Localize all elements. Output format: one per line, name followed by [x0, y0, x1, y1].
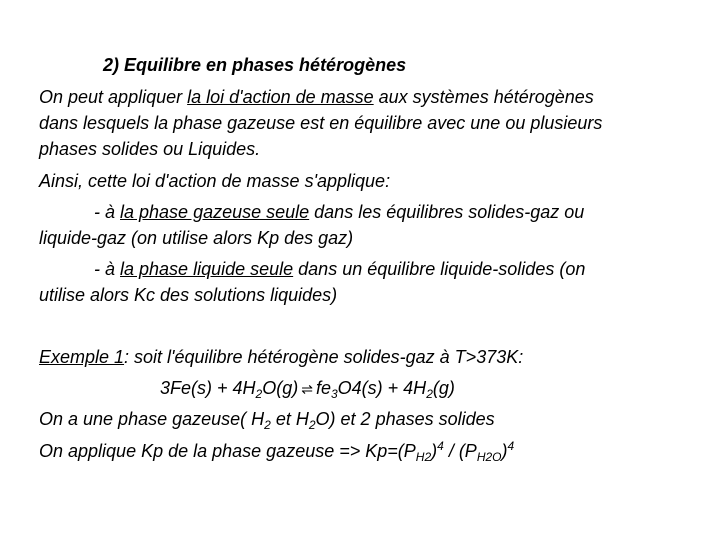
- ainsi-line: Ainsi, cette loi d'action de masse s'applique:: [39, 171, 391, 191]
- equilibrium-arrow-icon: ⇌: [301, 381, 313, 397]
- intro-line-1: On peut appliquer la loi d'action de masse aux systèmes hétérogènes: [39, 87, 594, 107]
- phases-line: On a une phase gazeuse( $H_2$ et $H_2O$) et 2 phases solides: [39, 409, 495, 432]
- bullet-1-line-1: - à la phase gazeuse seule dans les équilibres solides-gaz ou: [94, 202, 585, 222]
- bullet-2-line-2: utilise alors Kc des solutions liquides): [39, 285, 338, 305]
- intro-line-3: phases solides ou Liquides.: [39, 139, 261, 159]
- example-line: Exemple 1: soit l'équilibre hétérogène solides-gaz à T>373K:: [39, 347, 524, 367]
- bullet-2-line-1: - à la phase liquide seule dans un équilibre liquide-solides (on: [94, 259, 586, 279]
- bullet-1-line-2: liquide-gaz (on utilise alors Kp des gaz): [39, 228, 354, 248]
- section-heading: 2) Equilibre en phases hétérogènes: [103, 55, 407, 75]
- gas-phase-only: la phase gazeuse seule: [120, 202, 310, 222]
- intro-line-2: dans lesquels la phase gazeuse est en équilibre avec une ou plusieurs: [39, 113, 603, 133]
- example-label: Exemple 1: [39, 347, 125, 367]
- kp-formula-line: On applique Kp de la phase gazeuse => $Kp=(P_{H2})^4 / (P_{H2O})^4$: [39, 439, 515, 464]
- liquid-phase-only: la phase liquide seule: [120, 259, 294, 279]
- reaction-equation: $3Fe(s) + 4H_2O(g)$ ⇌ $fe_3O4(s) + 4H_2(g)$: [160, 378, 455, 401]
- law-mass-action-link: la loi d'action de masse: [187, 87, 374, 107]
